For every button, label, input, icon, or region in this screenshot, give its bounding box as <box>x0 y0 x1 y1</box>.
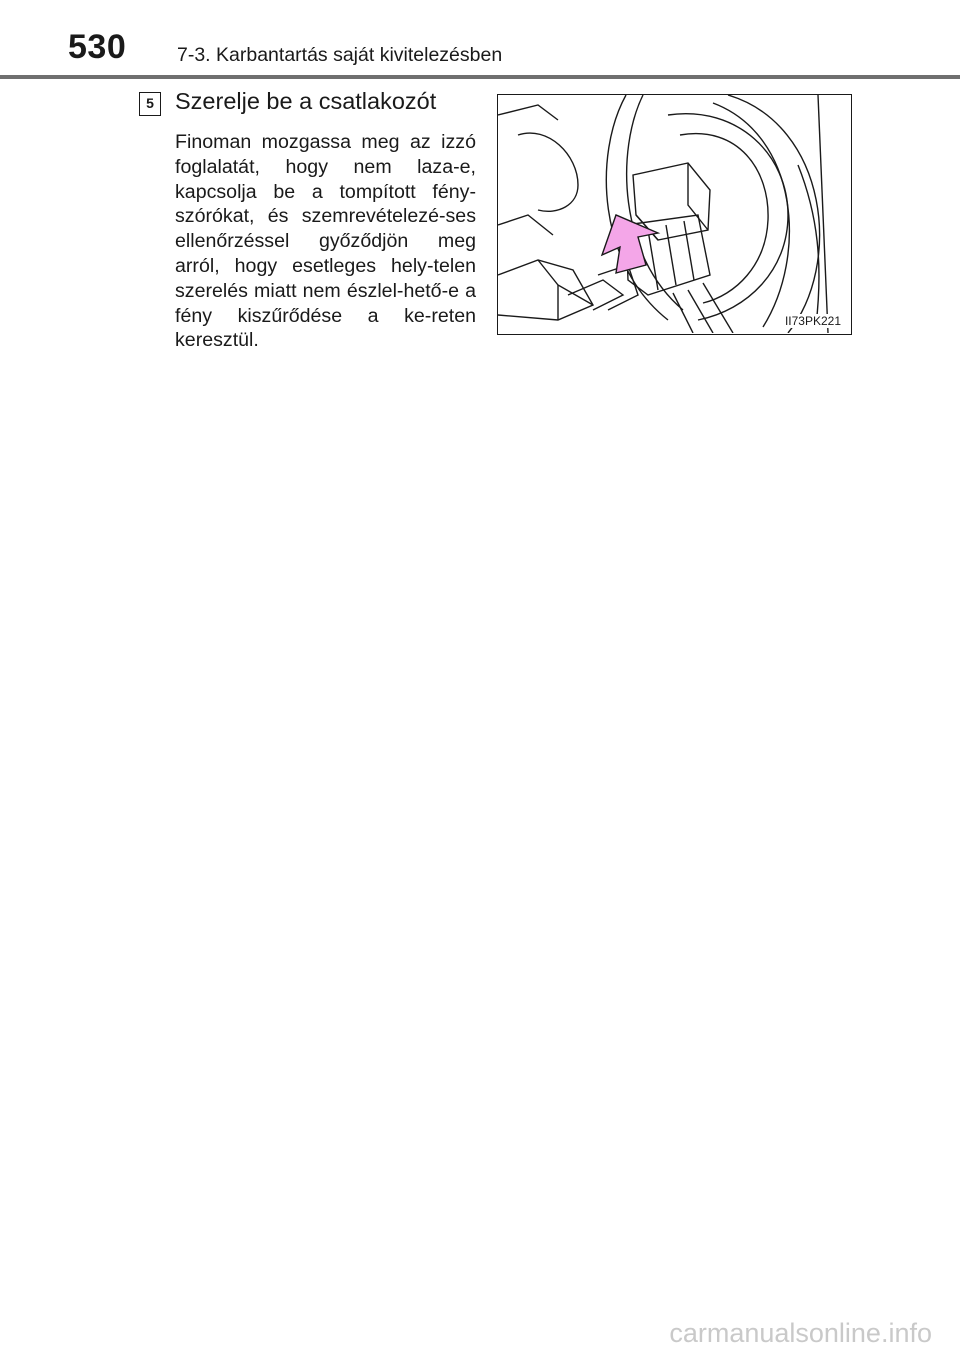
header-rule <box>0 75 960 79</box>
section-title: 7-3. Karbantartás saját kivitelezésben <box>177 44 503 66</box>
illustration <box>497 94 852 335</box>
figure-code: II73PK221 <box>784 314 841 328</box>
page-number: 530 <box>68 28 127 66</box>
step-title: Szerelje be a csatlakozót <box>175 88 437 114</box>
step-number-badge: 5 <box>139 92 161 116</box>
step-body: Finoman mozgassa meg az izzó foglalatát, hogy nem laza-e, kapcsolja be a tompított fény-szórókat, és szemrevételezé-ses ellenőrzéssel győződjön meg arról, hogy esetleges hely-telen szerelés miatt nem észlel-hető-e a fény kiszűrődése a ke-reten keresztül. <box>175 131 476 352</box>
connector-illustration <box>498 95 850 333</box>
watermark-text: carmanualsonline.info <box>669 1318 932 1348</box>
